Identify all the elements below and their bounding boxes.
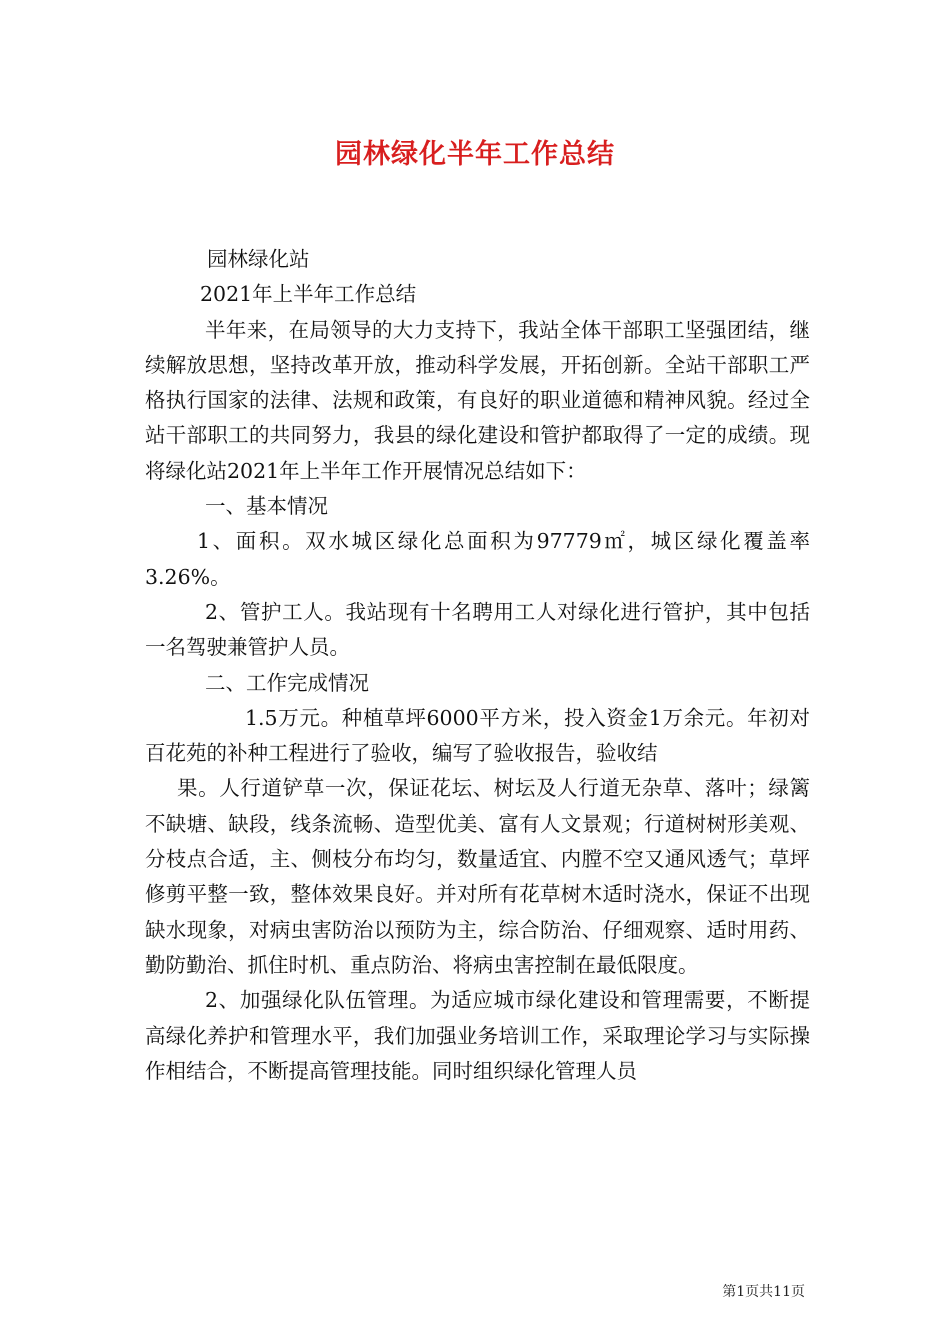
basic-item-workers: 2、管护工人。我站现有十名聘用工人对绿化进行管护，其中包括一名驾驶兼管护人员。 bbox=[145, 599, 810, 660]
page-number: 第1页共11页 bbox=[722, 1284, 805, 1300]
work-paragraph-investment: 1.5万元。种植草坪6000平方米，投入资金1万余元。年初对百花苑的补种工程进行了验收，编写了验收报告，验收结 bbox=[145, 705, 810, 766]
document-body bbox=[145, 242, 810, 1089]
report-subtitle: 2021年上半年工作总结 bbox=[200, 282, 417, 307]
work-paragraph-maintenance: 果。人行道铲草一次，保证花坛、树坛及人行道无杂草、落叶；绿篱不缺塘、缺段，线条流畅、造型优美、富有人文景观；行道树树形美观、分枝点合适，主、侧枝分布均匀，数量适宜、内膛不空又通风透气；草坪修剪平整一致，整体效果良好。并对所有花草树木适时浇水，保证不出现缺水现象，对病虫害防治以预防为主，综合防治、仔细观察、适时用药、勤防勤治、抓住时机、重点防治、将病虫害控制在最低限度。 bbox=[145, 776, 810, 977]
work-paragraph-team-management: 2、加强绿化队伍管理。为适应城市绿化建设和管理需要，不断提高绿化养护和管理水平，我们加强业务培训工作，采取理论学习与实际操作相结合，不断提高管理技能。同时组织绿化管理人员 bbox=[145, 988, 810, 1083]
document-title: 园林绿化半年工作总结 bbox=[335, 139, 615, 170]
section-heading-work: 二、工作完成情况 bbox=[205, 670, 369, 695]
organization-name: 园林绿化站 bbox=[207, 247, 310, 271]
intro-paragraph: 半年来，在局领导的大力支持下，我站全体干部职工坚强团结，继续解放思想，坚持改革开放，推动科学发展，开拓创新。全站干部职工严格执行国家的法律、法规和政策，有良好的职业道德和精神风貌。经过全站干部职工的共同努力，我县的绿化建设和管护都取得了一定的成绩。现将绿化站2021年上半年工作开展情况总结如下： bbox=[145, 317, 810, 483]
section-heading-basic: 一、基本情况 bbox=[205, 494, 328, 519]
basic-item-area: 1、面积。双水城区绿化总面积为97779㎡，城区绿化覆盖率3.26%。 bbox=[145, 529, 810, 589]
